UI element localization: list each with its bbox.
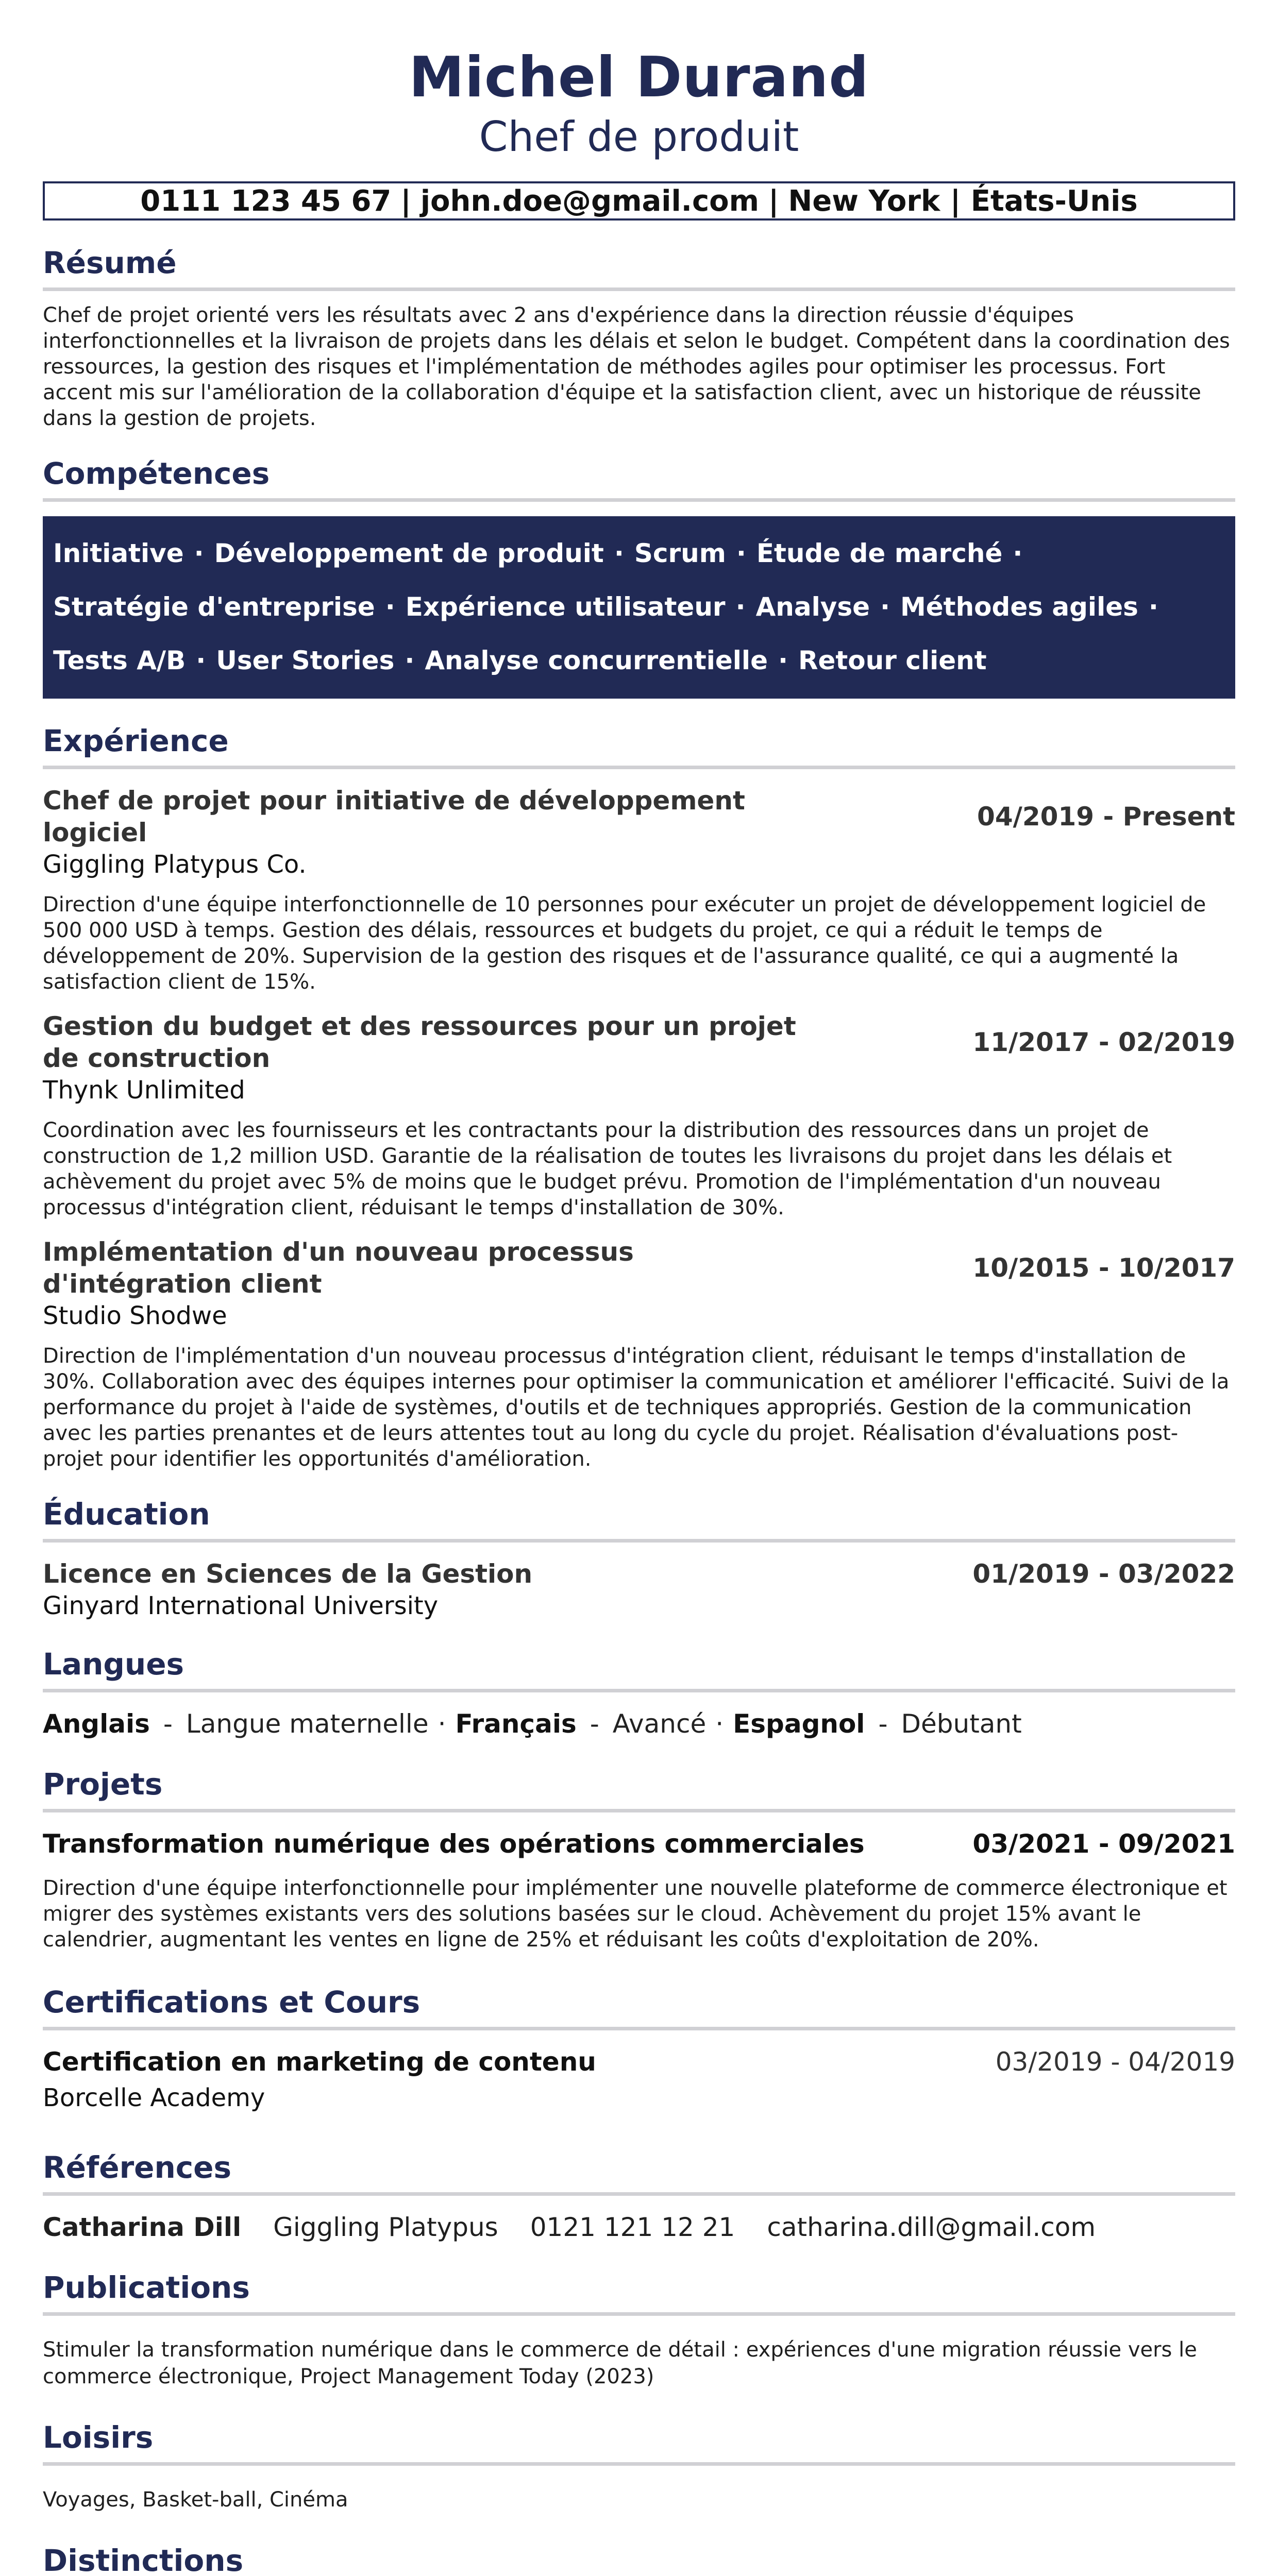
language-level: Langue maternelle xyxy=(186,1709,429,1739)
language-separator: · xyxy=(715,1709,724,1739)
skill-tag: Analyse concurrentielle xyxy=(425,646,768,675)
job-title: Implémentation d'un nouveau processus d'intégration client xyxy=(43,1237,634,1299)
section-divider xyxy=(43,287,1235,291)
languages-list xyxy=(43,1706,1235,1742)
reference-phone: 0121 121 12 21 xyxy=(530,2212,735,2242)
section-divider xyxy=(43,2027,1235,2030)
skill-separator: · xyxy=(736,538,746,568)
summary-heading: Résumé xyxy=(43,245,177,280)
skill-tag: Développement de produit xyxy=(214,538,604,568)
reference-email: catharina.dill@gmail.com xyxy=(767,2212,1096,2242)
resume-page xyxy=(43,0,1235,2576)
skill-separator: · xyxy=(196,646,206,675)
language-separator: · xyxy=(438,1709,446,1739)
job-dates: 04/2019 - Present xyxy=(977,802,1235,832)
section-divider xyxy=(43,1689,1235,1692)
contact-location: New York | États-Unis xyxy=(788,184,1138,218)
section-divider xyxy=(43,2462,1235,2466)
reference-entry xyxy=(43,2209,1235,2245)
education-header xyxy=(43,1558,1235,1590)
skill-separator: · xyxy=(778,646,788,675)
hobbies-heading: Loisirs xyxy=(43,2420,154,2455)
language-name: Espagnol xyxy=(733,1709,865,1739)
section-divider xyxy=(43,1809,1235,1812)
job-title: Chef de projet pour initiative de développement logiciel xyxy=(43,786,745,848)
job-title: Gestion du budget et des ressources pour un projet de construction xyxy=(43,1011,796,1073)
skill-tag: Stratégie d'entreprise xyxy=(53,592,375,622)
school-name: Ginyard International University xyxy=(43,1591,439,1620)
job-description: Direction d'une équipe interfonctionnelle de 10 personnes pour exécuter un projet de développement logiciel de 500 000 USD à temps. Gestion des délais, ressources et budgets du projet, ce qui a réduit le temps de développement de 20%. Supervision de la gestion des risques et de l'assurance qualité, ce qui a augmenté la satisfaction client de 15%. xyxy=(43,893,1206,994)
skill-separator: · xyxy=(385,592,395,622)
certifications-heading: Certifications et Cours xyxy=(43,1985,421,2020)
skill-separator: · xyxy=(880,592,890,622)
skill-tag: Tests A/B xyxy=(53,646,186,675)
reference-company: Giggling Platypus xyxy=(273,2212,498,2242)
language-level: Débutant xyxy=(901,1709,1022,1739)
publication-text: Stimuler la transformation numérique dans le commerce de détail : expériences d'une migration réussie vers le commerce électronique, Project Management Today (2023) xyxy=(43,2338,1197,2388)
hobbies-text: Voyages, Basket-ball, Cinéma xyxy=(43,2488,348,2512)
project-title: Transformation numérique des opérations commerciales xyxy=(43,1829,865,1859)
certification-title: Certification en marketing de contenu xyxy=(43,2047,596,2077)
project-header xyxy=(43,1828,1235,1860)
publications-heading: Publications xyxy=(43,2270,250,2305)
section-divider xyxy=(43,2312,1235,2316)
skill-tag: Méthodes agiles xyxy=(900,592,1138,622)
skills-heading: Compétences xyxy=(43,456,270,491)
skill-tag: User Stories xyxy=(216,646,395,675)
entry-header xyxy=(43,785,1235,849)
education-heading: Éducation xyxy=(43,1497,210,1532)
section-divider xyxy=(43,498,1235,502)
degree-dates: 01/2019 - 03/2022 xyxy=(972,1559,1235,1589)
experience-heading: Expérience xyxy=(43,723,229,758)
skills-panel xyxy=(43,516,1235,699)
contact-separator: | xyxy=(400,184,411,218)
skill-separator: · xyxy=(614,538,624,568)
skills-line xyxy=(53,527,1225,580)
references-heading: Références xyxy=(43,2150,232,2185)
skill-tag: Retour client xyxy=(798,646,987,675)
skill-tag: Expérience utilisateur xyxy=(405,592,726,622)
language-dash: - xyxy=(163,1709,173,1739)
skill-separator: · xyxy=(194,538,204,568)
skill-separator: · xyxy=(405,646,415,675)
job-dates: 11/2017 - 02/2019 xyxy=(972,1027,1235,1057)
skill-tag: Scrum xyxy=(634,538,726,568)
certification-org: Borcelle Academy xyxy=(43,2083,265,2112)
section-divider xyxy=(43,1539,1235,1543)
projects-heading: Projets xyxy=(43,1767,163,1802)
language-level: Avancé xyxy=(612,1709,707,1739)
skill-separator: · xyxy=(1013,538,1023,568)
certification-dates: 03/2019 - 04/2019 xyxy=(995,2047,1235,2077)
language-name: Anglais xyxy=(43,1709,150,1739)
contact-bar xyxy=(43,181,1235,221)
language-dash: - xyxy=(878,1709,888,1739)
job-company: Thynk Unlimited xyxy=(43,1076,245,1105)
summary-text: Chef de projet orienté vers les résultats avec 2 ans d'expérience dans la direction réussie d'équipes interfonctionnelles et la livraison de projets dans les délais et selon le budget. Compétent dans la coordination des ressources, la gestion des risques et l'implémentation de méthodes agiles pour optimiser les processus. Fort accent mis sur l'amélioration de la collaboration d'équipe et la satisfaction client, avec un historique de réussite dans la gestion de projets. xyxy=(43,303,1230,430)
language-name: Français xyxy=(455,1709,577,1739)
entry-header xyxy=(43,1010,1235,1074)
languages-heading: Langues xyxy=(43,1647,184,1682)
job-dates: 10/2015 - 10/2017 xyxy=(972,1253,1235,1283)
degree-title: Licence en Sciences de la Gestion xyxy=(43,1559,533,1589)
job-company: Studio Shodwe xyxy=(43,1301,227,1330)
skill-separator: · xyxy=(735,592,746,622)
skills-line xyxy=(53,634,1225,687)
entry-header xyxy=(43,1236,1235,1300)
section-divider xyxy=(43,766,1235,769)
reference-name: Catharina Dill xyxy=(43,2212,242,2242)
candidate-role: Chef de produit xyxy=(479,113,799,161)
contact-email: john.doe@gmail.com xyxy=(420,184,759,218)
candidate-name: Michel Durand xyxy=(409,45,869,110)
skill-separator: · xyxy=(1148,592,1158,622)
job-company: Giggling Platypus Co. xyxy=(43,850,307,879)
skills-line xyxy=(53,580,1225,634)
project-dates: 03/2021 - 09/2021 xyxy=(972,1829,1235,1859)
project-description: Direction d'une équipe interfonctionnelle pour implémenter une nouvelle plateforme de commerce électronique et migrer des systèmes existants vers des solutions basées sur le cloud. Achèvement du projet 15% avant le calendrier, augmentant les ventes en ligne de 25% et réduisant les coûts d'exploitation de 20%. xyxy=(43,1876,1227,1952)
certification-header xyxy=(43,2046,1235,2078)
job-description: Direction de l'implémentation d'un nouveau processus d'intégration client, réduisant le temps d'installation de 30%. Collaboration avec des équipes internes pour optimiser la communication et améliorer l'efficacité. Suivi de la performance du projet à l'aide de systèmes, d'outils et de techniques appropriés. Gestion de la communication avec les parties prenantes et de leurs attentes tout au long du cycle du projet. Réalisation d'évaluations post-projet pour identifier les opportunités d'amélioration. xyxy=(43,1344,1230,1471)
experience-entry xyxy=(43,1010,1235,1221)
awards-heading: Distinctions xyxy=(43,2543,244,2576)
skill-tag: Analyse xyxy=(755,592,870,622)
experience-entry xyxy=(43,785,1235,995)
section-divider xyxy=(43,2192,1235,2196)
job-description: Coordination avec les fournisseurs et les contractants pour la distribution des ressources dans un projet de construction de 1,2 million USD. Garantie de la réalisation de toutes les livraisons du projet dans les délais et achèvement du projet avec 5% de moins que le budget prévu. Promotion de l'implémentation d'un nouveau processus d'intégration client, réduisant le temps d'installation de 30%. xyxy=(43,1118,1172,1219)
contact-separator: | xyxy=(768,184,779,218)
contact-phone: 0111 123 45 67 xyxy=(140,184,392,218)
skill-tag: Initiative xyxy=(53,538,184,568)
skill-tag: Étude de marché xyxy=(756,538,1003,568)
experience-entry xyxy=(43,1236,1235,1472)
language-dash: - xyxy=(590,1709,599,1739)
